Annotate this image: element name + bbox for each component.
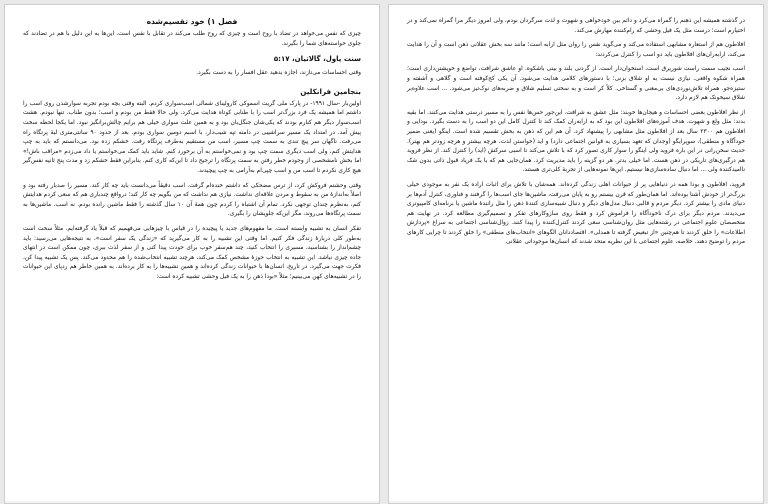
body-paragraph: اسب نجیب سمت راست شوریرق است، استخوان‌دار است. از گردنی بلند و بینی باشکوه. او عاشق شرافت، تواضع و خویشتن‌داری است؛ همراه شکوه واقعی. نیازی نیست به او شلاق بزنی؛ با دستورهای کلامی هدایت می‌شود. آن یکی کج‌کوفته است و گلاهی و آشفته و ستیزه‌جو. همراه تلاش‌نوردی‌های بی‌معنی و گستاخی. کلاً کر است و به سختی تسلیم شلاق و ضربه‌های نوک‌تیز می‌شود. ... اسب علاوه‌بر شلاق سیخونک هم لازم دارد. — [407, 66, 745, 102]
body-paragraph: در گذشته همیشه این ذهنم را گمراه می‌کرد و دائم بین خودخواهی و شهوت و لذت سرگردان بودم، ولی امروز دیگر مرا گمراه نمی‌کند و در اختیارم است؛ درست مثل یک فیل وحشی که رام‌کننده مهارش می‌کند. — [407, 18, 745, 34]
epigraph-source: سنت پاول، گالاتیان، ۵:۱۷ — [273, 55, 361, 64]
body-paragraph: تفکر انسان به تشبیه وابسته است. ما مفهوم‌های جدید یا پیچیده را در قیاس با چیزهایی می‌فهمیم که قبلاً یاد گرفته‌ایم. مثلاً سخت است به‌طور کلی دربارهٔ زندگی فکر کنیم. اما وقتی این تشبیه را به کار می‌گیرید که «زندگی یک سفر است»، به نتیجه‌هایی می‌رسید: باید چشم‌انداز را بشناسید، مسیری را انتخاب کنید، چند هم‌سفر خوب برای خودت پیدا کنی و از سفر لذت ببری، چون ممکن است در انتهای جاده چیزی نباشد. این تشبیه به انتخاب حوزهٔ مشخص کمک می‌کند، هرچند تشبیه انتخاب‌شده را هم محدود می‌کند. پس یک تشبیه پیدا کن، فکرت جهت می‌گیرد. در تاریخ، انسان‌ها با حیوانات زندگی کرده‌اند و همین تشبیه‌ها را به کار برده‌اند. به همین خاطر هم ردپای این حیوانات را در تشبیه‌های کهن می‌بینیم؛ مثلاً «بودا ذهن را به یک فیل وحشی تشبیه کرده است: — [23, 225, 361, 280]
right-page — [388, 4, 764, 504]
page-edge — [389, 501, 763, 503]
body-paragraph: فروید، افلاطون و بودا همه در دنیاهایی پر از حیوانات اهلی زندگی کرده‌اند. همه‌شان با تلاش برای اثبات اراده یک نفر به موجودی خیلی بزرگ‌تر از خودش آشنا بوده‌اند. اما همان‌طور که قرن بیستم رو به پایان می‌رفت، ماشین‌ها جای اسب‌ها را گرفتند و فناوری، کنترل آدم‌ها بر دنیای مادی را بیشتر کرد. دیگر مردم و قالبی دنبال مدل‌های دیگر و دنبال شبیه‌سازی کنندهٔ ذهن را مثل رانندهٔ ماشین یا برنامه‌ای کامپیوتری می‌دیدند. مردم دیگر برای درک ناخودآگاه را فراموش کرد و فقط روی سازوکارهای تفکر و تصمیم‌گیری مطالعه کرد. در نهایت هم متخصصان علوم اجتماعی در رشته‌هایی مثل روان‌شناسی سعی کردند کنترل‌کننده را پیدا کنند. زوال‌شناسی اجتماعی به سراغ «پردازش اطلاعات» را خلق کردند تا هم‌چنین «از تبعیض گرفته تا همدلی». اقتصاددانان الگوهای «انتخاب‌های منطقی» را خلق کردند تا چرایی کارهای مردم را توضیح دهند. خلاصه، علوم اجتماعی با این نظریه متحد شدند که انسان‌ها موجوداتی عقلانی — [407, 181, 745, 246]
epigraph-text: چیزی که نفس می‌خواهد در تضاد با روح است و چیزی که روح طلب می‌کند در تقابل با نفس است. این‌ها به این دلیل با هم در تضادند که جلوی خواسته‌های شما را بگیرند. — [23, 31, 361, 47]
body-paragraph: افلاطون هم از استعاره مشابهی استفاده می‌کند و می‌گوید نفس را روان مثل ارابه است؛ مانند سه بخش عقلانی ذهن است و آن را هدایت می‌کند، ارابه‌ران‌های افلاطون باید دو اسب را کنترل می‌کردند: — [407, 42, 745, 58]
epigraph-text-2: وقتی احساسات می‌تازند، اجازه بدهید عقل افسار را به دست بگیرد. — [196, 70, 361, 77]
page-edge — [5, 501, 379, 503]
epigraph-author: بنجامین فرانکلین — [300, 86, 361, 96]
body-paragraph: وقتی وحشتم فروکش کرد، از ترس مضحکی که داشتم خنده‌ام گرفت. اسب دقیقاً می‌دانست باید چه کار کند. مسیر را صدبار رفته بود و اصلاً به‌اندازهٔ من به سقوط و مردن علاقه‌ای نداشت. نیازی هم نداشت که من بگویم چه کار کند؛ درواقع چندباری هم که سعی کردم هدایتش کنم، به‌نظرم چندان توجهی نکرد. تمام آن اشتباه را کردم چون همهٔ آن ۱۰ سال گذشته را فقط ماشین رانده بودم. نه اسب. ماشین‌ها به سمت پرتگاه‌ها می‌روند، مگر این‌که جلویشان را بگیری. — [23, 182, 361, 218]
body-paragraph: اولین‌بار -سال ۱۹۹۱- در پارک ملی گریت اسموکی کارولینای شمالی اسب‌سواری کردم. البته وقتی بچه بودم تجربه سوارشدن روی اسب را داشتم اما همیشه یک فرد بزرگ‌تر اسب را با طنابی کوتاه هدایت می‌کرد. ولی حالا فقط من بودم و اسب؛ بدون طناب. تنها نبودم. هشت اسب‌سوار دیگر هم کنارم بودند که یکی‌شان جنگل‌بان بود و به همین علت سواری خیلی هم برایم چالش‌برانگیز نبود. اما یکجا لحظه سخت پیش آمد. در امتداد یک مسیر سراشیبی در دامنه تپه شیب‌دار، با اسبم دومین سواری بودم. بعد از حدود ۹۰ سانتی‌متری لبهٔ پرتگاه راه می‌رفت. ناگهان سر پیچ تندی به سمت چپ مسیر، اسب من مستقیم به‌طرف پرتگاه رفت. خشکم زده بود. می‌دانستم که باید به چپ هدایتش کنم، ولی اسب دیگری سمت چپ بود و نمی‌خواستم به آن برخورد کنم. شاید باید کمک می‌خواستم یا داد می‌زدم «مراقب باش!» اما بخش نامشخصی از وجودم خطر رفتن به سمت پرتگاه را ترجیح داد تا این‌که کاری کنم. بنابراین فقط خشکم زد و مدت پنج ثانیه نفس‌گیر هیچ کاری نکردم تا اسب من و اسب چپی‌ام به‌آرامی به چپ پیچیدند. — [23, 100, 362, 174]
body-paragraph: از نظر افلاطون بعضی احساسات و هیجان‌ها خوبند: مثل عشق به شرافت. این‌جور حس‌ها نفس را به مسیر درستی هدایت می‌کنند. اما بقیه بدند: مثل ولع و شهوت. هدف آموزه‌های افلاطون این بود که به ارابه‌ران کمک کند تا کنترل کامل این دو اسب را به دست بگیرد. بودایی و افلاطون هم ۲۳۰۰ سال بعد از افلاطون مثل مشابهی را پیشنهاد کرد. آن هم این که ذهن به بخش تقسیم شده است. اینگو (یعنی ضمیر خودآگاه و منطقی)، سوپرایگو (وجدان که تعهد بسیاری به قوانین اجتماعی دارد) و اید (خواستن لذت، هرچه بیشتر و هرچه زودتر هم بهتر). حدیث سخن‌رانی در این باره فروید ولی اینگو را سوار کاری تصور کرد که با تلاش می‌کند تا اسبی سرکش (اید) را کنترل کند. از نظر فروید هم درگیری‌های تاریکی در ذهن هست. اما خیلی بدتر. هر دو گزینه را باید مدیریت کرد. همان‌جایی هم که با یک فریاد قبول ذاتی بدون شک ناامیدکننده ولی ... اما دنبال ساده‌سازی‌ها نیستیم. این‌ها نمونه‌هایی از تجربهٔ کلی‌تری هستند. — [407, 109, 745, 174]
chapter-title: فصل ۱) خود تقسیم‌شده — [146, 17, 238, 26]
left-page — [4, 4, 380, 504]
